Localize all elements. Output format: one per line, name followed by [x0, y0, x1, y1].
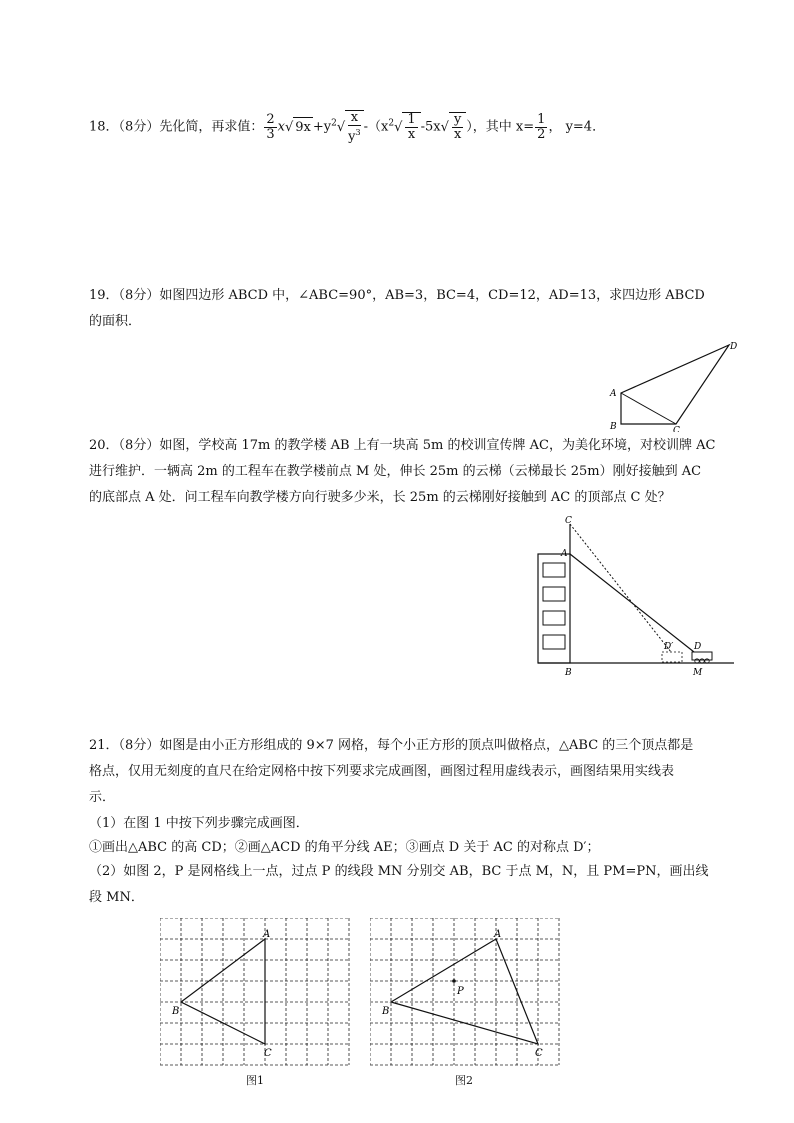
q21-line1: 21．（8分）如图是由小正方形组成的 9×7 网格，每个小正方形的顶点叫做格点，△ABC 的三个顶点都是 [89, 738, 694, 753]
fig1-caption: 图1 [246, 1074, 264, 1087]
q20-line1: 20．（8分）如图，学校高 17m 的教学楼 AB 上有一块高 5m 的校训宣传牌 AC，为美化环境，对校训牌 AC [89, 438, 716, 453]
point-p [452, 979, 456, 983]
label-m: M [693, 668, 703, 678]
label-d: D [694, 642, 702, 652]
q20-line3: 的底部点 A 处．问工程车向教学楼方向行驶多少米，长 25m 的云梯刚好接触到 AC 的顶部点 C 处？ [89, 490, 671, 505]
q18-lead: 18．（8分）先化简，再求值： [89, 119, 264, 135]
label-a: A [610, 389, 617, 399]
fraction-two-thirds: $\frac{2}{3}$ [266, 111, 275, 142]
label-d: D [730, 342, 738, 352]
sqrt-x-over-y3: √ $\frac{x}{y^3}$ [337, 110, 364, 144]
label-b: B [172, 1006, 180, 1017]
label-c: C [565, 516, 572, 526]
fraction-one-half: $\frac{1}{2}$ [537, 111, 546, 142]
label-b: B [610, 422, 617, 432]
q21-part2a: （2）如图 2，P 是网格线上一点，过点 P 的线段 MN 分别交 AB，BC 于点 M，N，且 PM=PN，画出线 [89, 864, 709, 879]
label-p: P [457, 986, 464, 997]
fig2-caption: 图2 [455, 1074, 473, 1087]
q20-figure [528, 514, 738, 680]
triangle-abc [391, 939, 538, 1044]
q21-line3: 示． [89, 790, 116, 805]
window [543, 611, 565, 625]
sqrt-1-over-x: √ $\frac{1}{x}$ [394, 112, 421, 142]
truck-dprime [662, 652, 682, 662]
q19-line2: 的面积． [89, 314, 142, 329]
label-a: A [561, 549, 568, 559]
sqrt-y-over-x: √ $\frac{y}{x}$ [441, 112, 467, 142]
quadrilateral-abcd [621, 345, 729, 424]
q21-figure-2 [370, 918, 560, 1068]
q20-line2: 进行维护．一辆高 2m 的工程车在教学楼前点 M 处，伸长 25m 的云梯（云梯最长 25m）刚好接触到 AC [89, 464, 702, 479]
grid-9x7 [160, 918, 349, 1065]
q21-figure-1 [160, 918, 350, 1068]
label-b: B [382, 1006, 390, 1017]
q19-figure [605, 340, 745, 432]
label-a: A [263, 929, 271, 940]
diagonal-ac [621, 393, 676, 424]
label-a: A [494, 929, 502, 940]
label-c: C [673, 426, 680, 432]
q21-steps: ①画出△ABC 的高 CD；②画△ACD 的角平分线 AE；③画点 D 关于 AC 的对称点 D′； [89, 840, 600, 855]
label-dprime: D′ [664, 642, 674, 652]
window [543, 635, 565, 649]
label-c: C [264, 1048, 272, 1059]
label-c: C [535, 1048, 543, 1059]
ladder-dpc [570, 524, 674, 652]
window [543, 563, 565, 577]
q21-part1: （1）在图 1 中按下列步骤完成画图． [89, 816, 309, 831]
window [543, 587, 565, 601]
q18-expression: 18．（8分）先化简，再求值： $\frac{2}{3}$ x√ $9x +y^2√$ $\frac{x}{y^3}$ $-(x^2√$ $\frac{1}{x}$ -5x√ $\frac{y}{x}$ ），其中 x= $\frac{1}{2}$ ， y=4． [89, 110, 606, 145]
sqrt-9x: √ 9x [285, 117, 313, 138]
q21-part2b: 段 MN． [89, 890, 144, 905]
grid-9x7 [370, 918, 559, 1065]
q21-line2: 格点，仅用无刻度的直尺在给定网格中按下列要求完成画图，画图过程用虚线表示，画图结果用实线表 [89, 764, 675, 779]
label-b: B [565, 668, 572, 678]
q19-line1: 19．（8分）如图四边形 ABCD 中，∠ABC=90°，AB=3，BC=4，CD=12，AD=13，求四边形 ABCD [89, 288, 705, 303]
